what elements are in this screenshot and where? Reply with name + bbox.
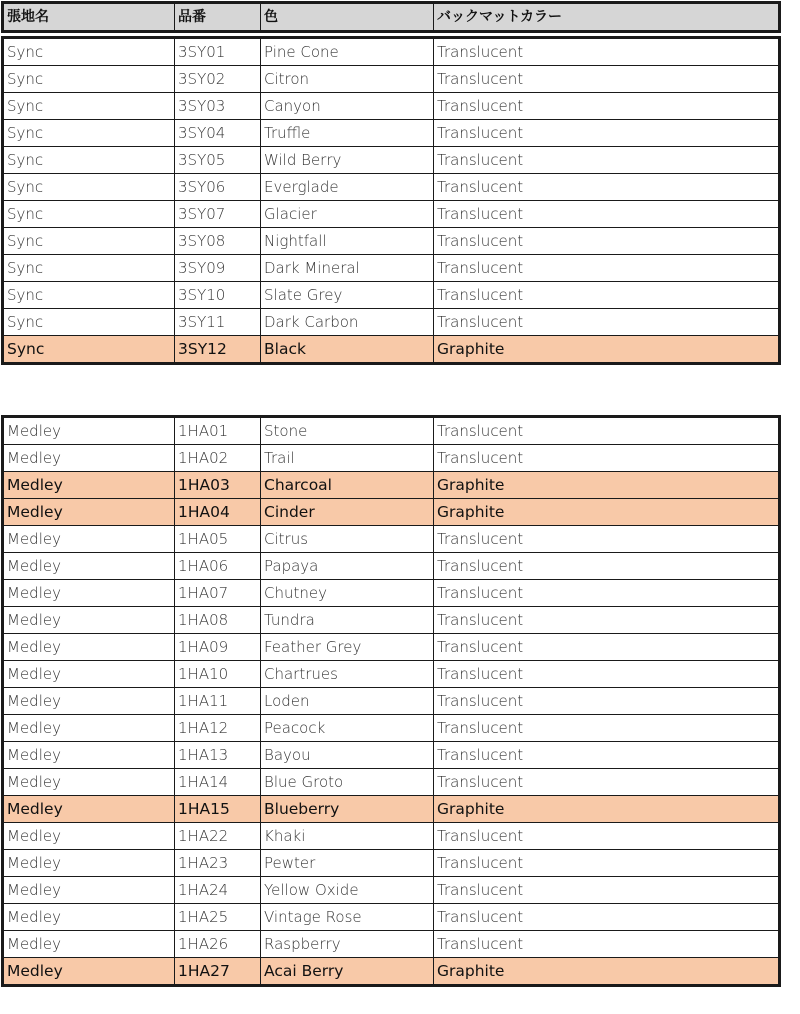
cell-backmat-color: Graphite xyxy=(434,958,779,985)
cell-product-code: 3SY11 xyxy=(175,309,261,336)
cell-product-code: 1HA13 xyxy=(175,742,261,769)
cell-fabric-name: Medley xyxy=(4,796,175,823)
cell-backmat-color: Translucent xyxy=(434,255,779,282)
header-color: 色 xyxy=(261,4,434,31)
cell-product-code: 3SY05 xyxy=(175,147,261,174)
table-row xyxy=(4,688,779,715)
header-row xyxy=(1,1,781,33)
cell-backmat-color: Translucent xyxy=(434,174,779,201)
header-fabric-name: 張地名 xyxy=(4,4,175,31)
cell-color: Citrus xyxy=(261,526,434,553)
cell-backmat-color: Translucent xyxy=(434,850,779,877)
cell-product-code: 1HA15 xyxy=(175,796,261,823)
sync-table xyxy=(1,36,781,365)
cell-fabric-name: Medley xyxy=(4,526,175,553)
cell-backmat-color: Translucent xyxy=(434,282,779,309)
table-row xyxy=(4,39,779,66)
cell-fabric-name: Sync xyxy=(4,120,175,147)
cell-fabric-name: Medley xyxy=(4,742,175,769)
cell-backmat-color: Graphite xyxy=(434,472,779,499)
cell-fabric-name: Medley xyxy=(4,715,175,742)
cell-fabric-name: Medley xyxy=(4,688,175,715)
cell-fabric-name: Medley xyxy=(4,445,175,472)
cell-fabric-name: Medley xyxy=(4,580,175,607)
cell-backmat-color: Translucent xyxy=(434,931,779,958)
cell-backmat-color: Translucent xyxy=(434,228,779,255)
cell-backmat-color: Translucent xyxy=(434,661,779,688)
cell-fabric-name: Sync xyxy=(4,255,175,282)
cell-backmat-color: Translucent xyxy=(434,526,779,553)
table-row xyxy=(4,147,779,174)
table-row xyxy=(4,715,779,742)
cell-product-code: 1HA22 xyxy=(175,823,261,850)
table-row xyxy=(4,282,779,309)
table-row xyxy=(4,309,779,336)
cell-product-code: 3SY12 xyxy=(175,336,261,363)
table-row xyxy=(4,823,779,850)
cell-color: Charcoal xyxy=(261,472,434,499)
cell-color: Bayou xyxy=(261,742,434,769)
cell-fabric-name: Sync xyxy=(4,147,175,174)
cell-backmat-color: Translucent xyxy=(434,309,779,336)
cell-product-code: 1HA25 xyxy=(175,904,261,931)
table-row xyxy=(4,931,779,958)
cell-product-code: 1HA03 xyxy=(175,472,261,499)
cell-color: Loden xyxy=(261,688,434,715)
cell-fabric-name: Sync xyxy=(4,66,175,93)
cell-fabric-name: Sync xyxy=(4,174,175,201)
cell-backmat-color: Translucent xyxy=(434,39,779,66)
cell-color: Tundra xyxy=(261,607,434,634)
cell-color: Yellow Oxide xyxy=(261,877,434,904)
cell-product-code: 1HA14 xyxy=(175,769,261,796)
cell-product-code: 1HA27 xyxy=(175,958,261,985)
cell-color: Trail xyxy=(261,445,434,472)
cell-product-code: 3SY10 xyxy=(175,282,261,309)
cell-fabric-name: Sync xyxy=(4,93,175,120)
cell-color: Dark Carbon xyxy=(261,309,434,336)
table-row xyxy=(4,255,779,282)
cell-backmat-color: Translucent xyxy=(434,580,779,607)
header-product-code: 品番 xyxy=(175,4,261,31)
cell-fabric-name: Medley xyxy=(4,904,175,931)
cell-color: Papaya xyxy=(261,553,434,580)
table-row xyxy=(4,120,779,147)
cell-product-code: 3SY07 xyxy=(175,201,261,228)
cell-fabric-name: Medley xyxy=(4,769,175,796)
cell-backmat-color: Graphite xyxy=(434,336,779,363)
cell-backmat-color: Graphite xyxy=(434,499,779,526)
cell-product-code: 1HA07 xyxy=(175,580,261,607)
table-row xyxy=(4,93,779,120)
table-row xyxy=(4,850,779,877)
cell-product-code: 1HA11 xyxy=(175,688,261,715)
table-row xyxy=(4,958,779,985)
cell-color: Everglade xyxy=(261,174,434,201)
cell-backmat-color: Translucent xyxy=(434,823,779,850)
table-row xyxy=(4,607,779,634)
cell-color: Nightfall xyxy=(261,228,434,255)
table-row xyxy=(4,445,779,472)
cell-backmat-color: Translucent xyxy=(434,742,779,769)
table-row xyxy=(4,201,779,228)
cell-fabric-name: Sync xyxy=(4,39,175,66)
cell-color: Acai Berry xyxy=(261,958,434,985)
cell-fabric-name: Medley xyxy=(4,850,175,877)
medley-table xyxy=(1,415,781,987)
cell-backmat-color: Translucent xyxy=(434,877,779,904)
cell-fabric-name: Medley xyxy=(4,607,175,634)
cell-color: Cinder xyxy=(261,499,434,526)
cell-color: Dark Mineral xyxy=(261,255,434,282)
cell-fabric-name: Medley xyxy=(4,877,175,904)
table-row xyxy=(4,580,779,607)
cell-backmat-color: Translucent xyxy=(434,904,779,931)
cell-color: Raspberry xyxy=(261,931,434,958)
cell-product-code: 1HA12 xyxy=(175,715,261,742)
cell-fabric-name: Sync xyxy=(4,228,175,255)
table-row xyxy=(4,877,779,904)
cell-fabric-name: Sync xyxy=(4,309,175,336)
table-row xyxy=(4,769,779,796)
cell-color: Pine Cone xyxy=(261,39,434,66)
header-backmat-color: バックマットカラー xyxy=(434,4,779,31)
cell-fabric-name: Medley xyxy=(4,553,175,580)
cell-product-code: 1HA01 xyxy=(175,418,261,445)
table-row xyxy=(4,418,779,445)
cell-product-code: 1HA04 xyxy=(175,499,261,526)
cell-backmat-color: Translucent xyxy=(434,688,779,715)
cell-fabric-name: Medley xyxy=(4,472,175,499)
cell-backmat-color: Translucent xyxy=(434,715,779,742)
cell-fabric-name: Medley xyxy=(4,634,175,661)
table-row xyxy=(4,553,779,580)
cell-fabric-name: Medley xyxy=(4,418,175,445)
table-row xyxy=(4,634,779,661)
cell-color: Truffle xyxy=(261,120,434,147)
table-row xyxy=(4,66,779,93)
cell-color: Wild Berry xyxy=(261,147,434,174)
cell-product-code: 3SY04 xyxy=(175,120,261,147)
cell-backmat-color: Translucent xyxy=(434,66,779,93)
table-row xyxy=(4,661,779,688)
cell-product-code: 1HA05 xyxy=(175,526,261,553)
cell-color: Glacier xyxy=(261,201,434,228)
cell-backmat-color: Translucent xyxy=(434,93,779,120)
table-row xyxy=(4,228,779,255)
cell-product-code: 1HA24 xyxy=(175,877,261,904)
cell-backmat-color: Translucent xyxy=(434,418,779,445)
cell-product-code: 1HA02 xyxy=(175,445,261,472)
cell-color: Vintage Rose xyxy=(261,904,434,931)
cell-backmat-color: Translucent xyxy=(434,120,779,147)
table-row xyxy=(4,472,779,499)
cell-backmat-color: Translucent xyxy=(434,607,779,634)
cell-fabric-name: Medley xyxy=(4,823,175,850)
table-row xyxy=(4,336,779,363)
cell-color: Peacock xyxy=(261,715,434,742)
cell-color: Black xyxy=(261,336,434,363)
cell-fabric-name: Medley xyxy=(4,661,175,688)
cell-backmat-color: Translucent xyxy=(434,634,779,661)
cell-fabric-name: Medley xyxy=(4,931,175,958)
cell-fabric-name: Sync xyxy=(4,336,175,363)
cell-product-code: 1HA23 xyxy=(175,850,261,877)
cell-color: Slate Grey xyxy=(261,282,434,309)
cell-fabric-name: Medley xyxy=(4,958,175,985)
cell-color: Canyon xyxy=(261,93,434,120)
cell-color: Chartrues xyxy=(261,661,434,688)
cell-product-code: 1HA10 xyxy=(175,661,261,688)
table-row xyxy=(4,904,779,931)
cell-product-code: 1HA26 xyxy=(175,931,261,958)
cell-color: Blue Groto xyxy=(261,769,434,796)
cell-product-code: 1HA08 xyxy=(175,607,261,634)
cell-backmat-color: Translucent xyxy=(434,769,779,796)
cell-color: Citron xyxy=(261,66,434,93)
cell-backmat-color: Translucent xyxy=(434,553,779,580)
cell-color: Feather Grey xyxy=(261,634,434,661)
cell-product-code: 3SY09 xyxy=(175,255,261,282)
cell-product-code: 3SY02 xyxy=(175,66,261,93)
cell-color: Khaki xyxy=(261,823,434,850)
cell-product-code: 3SY06 xyxy=(175,174,261,201)
cell-product-code: 1HA09 xyxy=(175,634,261,661)
cell-product-code: 3SY01 xyxy=(175,39,261,66)
table-row xyxy=(4,742,779,769)
table-row xyxy=(4,796,779,823)
table-row xyxy=(4,174,779,201)
cell-backmat-color: Translucent xyxy=(434,201,779,228)
table-row xyxy=(4,499,779,526)
cell-fabric-name: Sync xyxy=(4,282,175,309)
cell-color: Pewter xyxy=(261,850,434,877)
cell-backmat-color: Translucent xyxy=(434,445,779,472)
cell-product-code: 3SY08 xyxy=(175,228,261,255)
cell-backmat-color: Translucent xyxy=(434,147,779,174)
cell-fabric-name: Medley xyxy=(4,499,175,526)
cell-color: Chutney xyxy=(261,580,434,607)
cell-product-code: 1HA06 xyxy=(175,553,261,580)
cell-color: Stone xyxy=(261,418,434,445)
cell-fabric-name: Sync xyxy=(4,201,175,228)
cell-backmat-color: Graphite xyxy=(434,796,779,823)
cell-color: Blueberry xyxy=(261,796,434,823)
table-row xyxy=(4,526,779,553)
cell-product-code: 3SY03 xyxy=(175,93,261,120)
